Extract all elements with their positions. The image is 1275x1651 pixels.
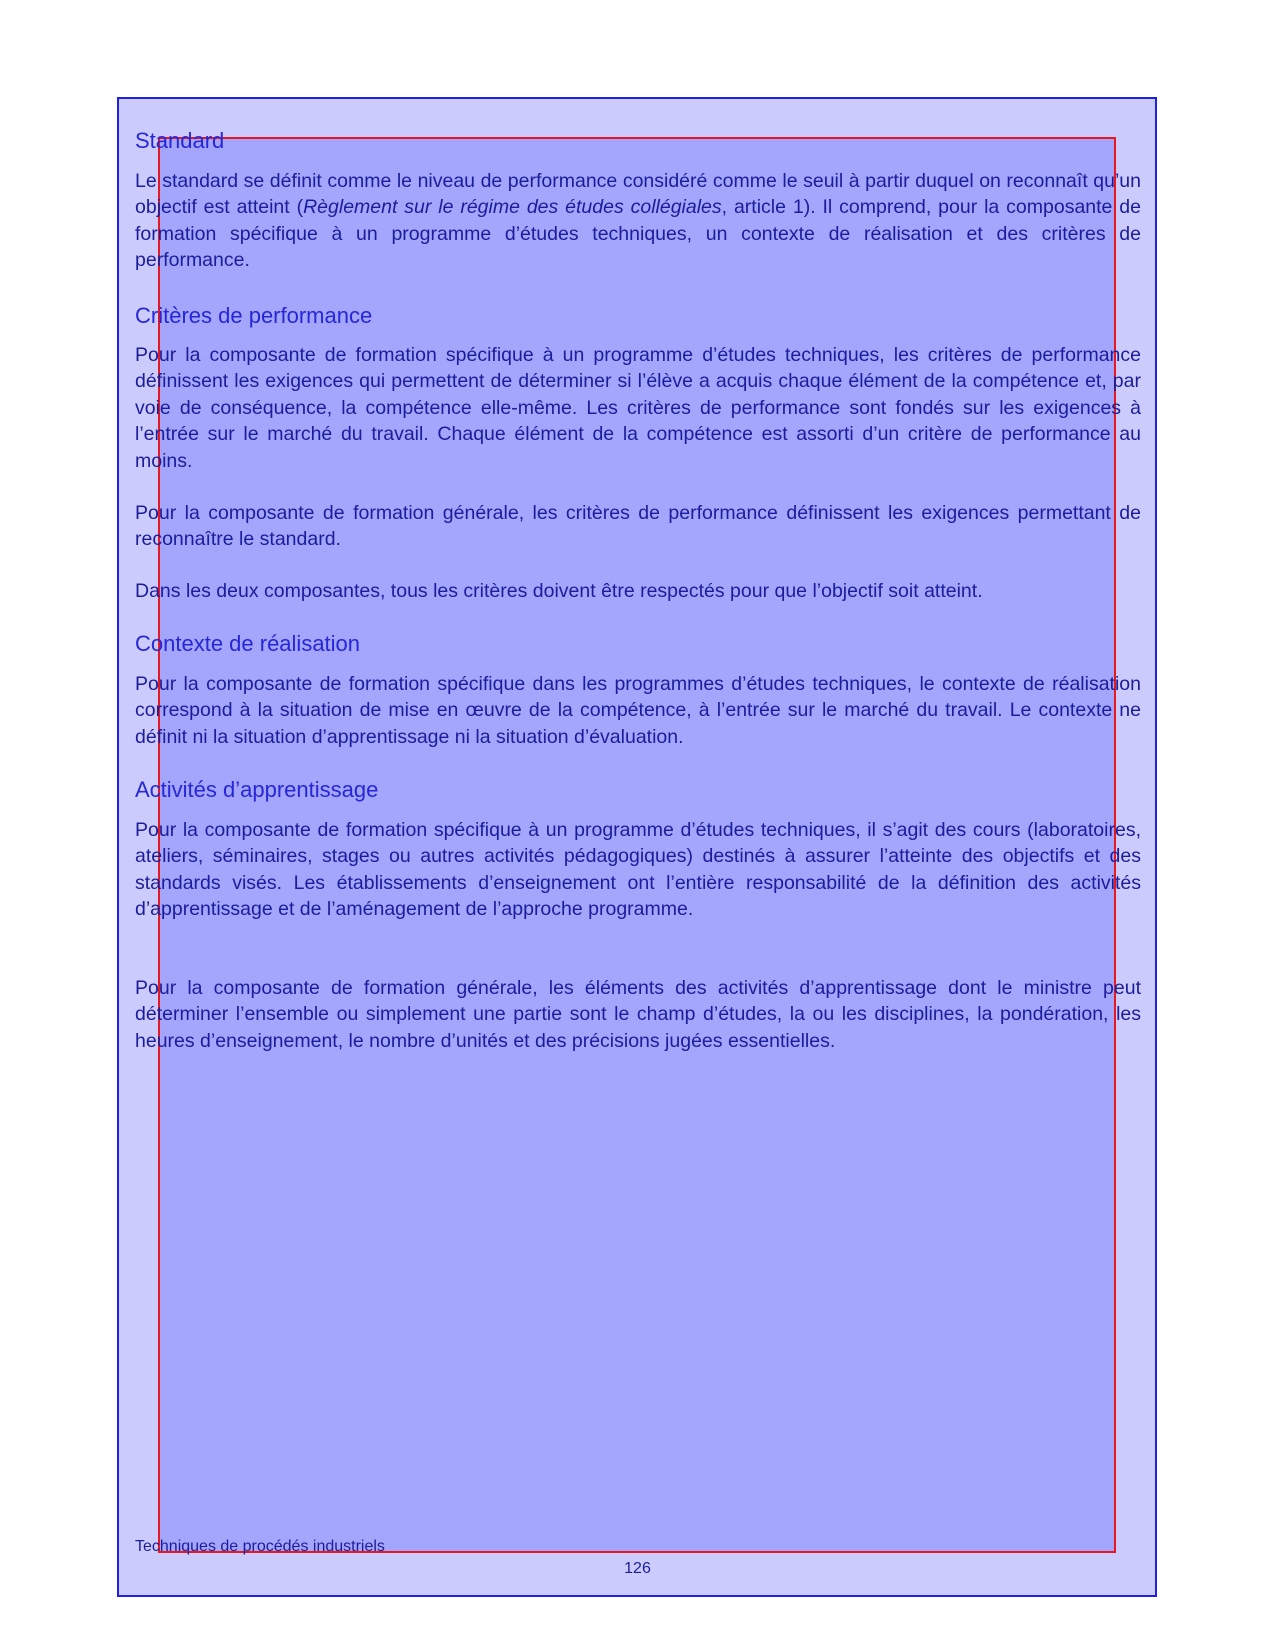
- heading-criteres-performance: Critères de performance: [135, 303, 373, 328]
- paragraph-standard-definition: [135, 168, 1141, 274]
- paragraph-contexte: Pour la composante de formation spécifique dans les programmes d’études techniques, le contexte de réalisation correspond à la situation de mise en œuvre de la compétence, à l’entrée sur le marché du travail. Le contexte ne définit ni la situation d’apprentissage ni la situation d’évaluation.: [135, 673, 1141, 748]
- regulation-title: Règlement sur le régime des études collégiales: [303, 196, 722, 219]
- paragraph-criteres-generale: Pour la composante de formation générale, les critères de performance définissent les exigences permettant de reconnaître le standard.: [135, 502, 1141, 551]
- paragraph-text: , article 1). Il comprend, pour la composante de formation spécifique à un programme d’études techniques, un contexte de réalisation et des critères de performance.: [135, 196, 1141, 272]
- paragraph-criteres-specifique: Pour la composante de formation spécifique à un programme d’études techniques, les critères de performance définissent les exigences qui permettent de déterminer si l’élève a acquis chaque élément de la compétence et, par voie de conséquence, la compétence elle-même. Les critères de performance sont fondés sur les exigences à l’entrée sur le marché du travail. Chaque élément de la compétence est assorti d’un critère de performance au moins.: [135, 344, 1141, 472]
- page-number: 126: [624, 1560, 651, 1577]
- paragraph-activites-specifique: Pour la composante de formation spécifique à un programme d’études techniques, il s’agit des cours (laboratoires, ateliers, séminaires, stages ou autres activités pédagogiques) destinés à assurer l’atteinte des objectifs et des standards visés. Les établissements d’enseignement ont l’entière responsabilité de la définition des activités d’apprentissage et de l’aménagement de l’approche programme.: [135, 819, 1141, 921]
- heading-activites-apprentissage: Activités d’apprentissage: [135, 777, 379, 802]
- heading-contexte-realisation: Contexte de réalisation: [135, 631, 361, 656]
- paragraph-text: Le standard se définit comme le niveau de performance considéré comme le seuil à partir duquel on reconnaît qu’un objectif est atteint (: [135, 170, 1141, 219]
- paragraph-criteres-deux-composantes: Dans les deux composantes, tous les critères doivent être respectés pour que l’objectif soit atteint.: [135, 580, 983, 602]
- paragraph-activites-generale: Pour la composante de formation générale, les éléments des activités d’apprentissage dont le ministre peut déterminer l’ensemble ou simplement une partie sont le champ d’études, la ou les disciplines, la pondération, les heures d’enseignement, le nombre d’unités et des précisions jugées essentielles.: [135, 977, 1141, 1052]
- heading-standard: Standard: [135, 128, 225, 153]
- footer-program-name: Techniques de procédés industriels: [135, 1538, 385, 1555]
